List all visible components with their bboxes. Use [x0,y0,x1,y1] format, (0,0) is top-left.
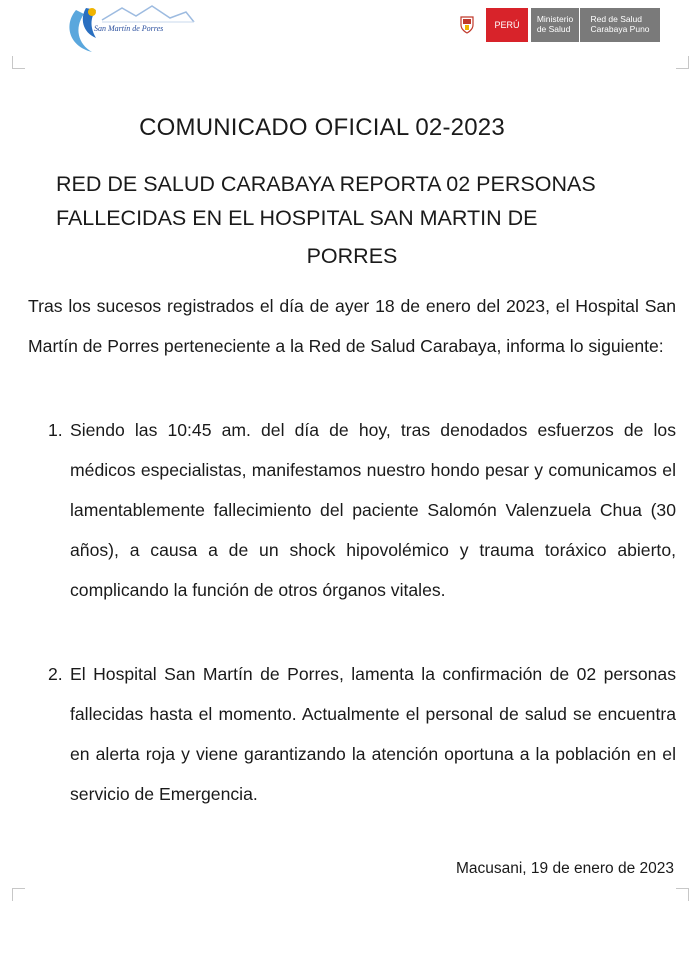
network-line-1: Red de Salud [590,14,642,25]
list-item-number: 1. [48,420,63,440]
document-title: COMUNICADO OFICIAL 02-2023 [139,114,505,141]
hospital-logo [62,2,202,58]
document-subtitle-end: PORRES [306,244,398,268]
list-item-number: 2. [48,664,63,684]
ministry-line-1: Ministerio [536,14,574,25]
crop-mark-bottom-left [12,888,25,901]
list-item [28,410,676,650]
list-item-text: El Hospital San Martín de Porres, lamenta la confirmación de 02 personas fallecidas hasta el momento. Actualmente el personal de salud se encuentra en alerta roja y viene garantizando la atención oportuna a la población en el servicio de Emergencia. [70,664,676,804]
peru-badge: PERÚ [486,8,528,42]
peru-shield-icon [456,8,478,42]
crop-mark-top-left [12,56,25,69]
place-and-date: Macusani, 19 de enero de 2023 [455,860,674,877]
ministry-badge [531,8,579,42]
document-subtitle: RED DE SALUD CARABAYA REPORTA 02 PERSONAS FALLECIDAS EN EL HOSPITAL SAN MARTIN DE [56,172,596,230]
crop-mark-top-right [676,56,689,69]
list-item-text: Siendo las 10:45 am. del día de hoy, tras denodados esfuerzos de los médicos especialistas, manifestamos nuestro hondo pesar y comunicamos el lamentablemente fallecimiento del paciente Salomón Valenzuela Chua (30 años), a causa a de un shock hipovolémico y trauma toráxico abierto, complicando la función de otros órganos vitales. [70,420,676,600]
network-badge [580,8,660,42]
crop-mark-bottom-right [676,888,689,901]
government-banner [456,8,660,42]
network-line-2: Carabaya Puno [590,24,650,34]
intro-paragraph: Tras los sucesos registrados el día de ayer 18 de enero del 2023, el Hospital San Martín de Porres perteneciente a la Red de Salud Carabaya, informa lo siguiente: [28,296,676,356]
letterhead [0,0,700,60]
ministry-line-2: de Salud [536,24,571,34]
logo-text: San Martín de Porres [94,24,164,33]
list-item [28,654,676,814]
